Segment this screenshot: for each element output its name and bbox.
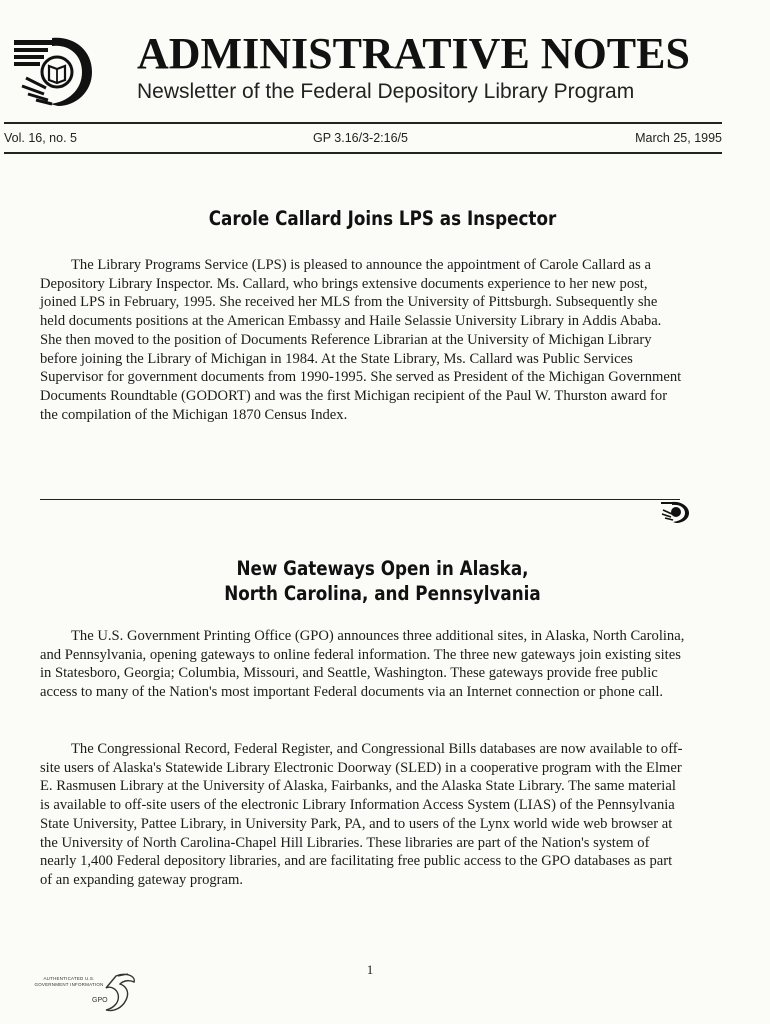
masthead-rule-top [4,122,722,124]
article-2-paragraph-1: The U.S. Government Printing Office (GPO) announces three additional sites, in Alaska, North Carolina, and Pennsylvania, opening gateways to online federal information. The three new gateways join existing sites in Statesboro, Georgia; Columbia, Missouri, and Seattle, Washington. These gateways provide free public access to many of the Nation's most important Federal documents via an Internet connection or phone call. [40,628,685,701]
issue-date: March 25, 1995 [635,131,722,145]
gpo-label: GPO [92,997,108,1004]
page-number: 1 [366,962,374,977]
newsletter-title: ADMINISTRATIVE NOTES [137,29,690,78]
fdlp-eagle-book-icon [660,500,690,524]
masthead-rule-bottom [4,152,722,154]
newsletter-subtitle: Newsletter of the Federal Depository Library Program [137,80,635,103]
article-1-body: The Library Programs Service (LPS) is pleased to announce the appointment of Carole Callard as a Depository Library Inspector. Ms. Callard, who brings extensive documents experience to her new post, joined LPS in February, 1995. She received her MLS from the University of Pittsburgh. Subsequently she held documents positions at the American Embassy and Haile Selassie University Library in Addis Ababa. She then moved to the position of Documents Reference Librarian at the University of Michigan Library before joining the Library of Michigan in 1984. At the State Library, Ms. Callard was Public Services Supervisor for government documents from 1990-1995. She served as President of the Michigan Government Documents Roundtable (GODORT) and was the first Michigan recipient of the Paul W. Thurston award for the compilation of the Michigan 1870 Census Index. [40,257,682,423]
issue-gp-number: GP 3.16/3-2:16/5 [313,131,408,145]
article-2-headline-line2: North Carolina, and Pennsylvania [224,582,541,605]
article-2-paragraph-2: The Congressional Record, Federal Register, and Congressional Bills databases are now available to off-site users of Alaska's Statewide Library Electronic Doorway (SLED) in a cooperative program with the Elmer E. Rasmusen Library at the University of Alaska, Fairbanks, and the Alaska State Library. The same material is available to off-site users of the electronic Library Information Access System (LIAS) of the Pennsylvania State University, Pattee Library, in University Park, PA, and to users of the Lynx world wide web browser at the University of North Carolina-Chapel Hill Libraries. These libraries are part of the Nation's system of nearly 1,400 Federal depository libraries, and are facilitating free public access to the GPO databases as part of an expanding gateway program. [40,741,683,888]
issue-info-row [4,131,722,149]
fdlp-eagle-book-icon [12,34,96,110]
article-1-headline: Carole Callard Joins LPS as Inspector [208,207,557,230]
authenticated-label: AUTHENTICATED U.S. GOVERNMENT INFORMATION [34,976,104,987]
article-2-headline-line1: New Gateways Open in Alaska, [236,557,529,580]
section-divider [40,499,680,500]
issue-volume: Vol. 16, no. 5 [4,131,77,145]
